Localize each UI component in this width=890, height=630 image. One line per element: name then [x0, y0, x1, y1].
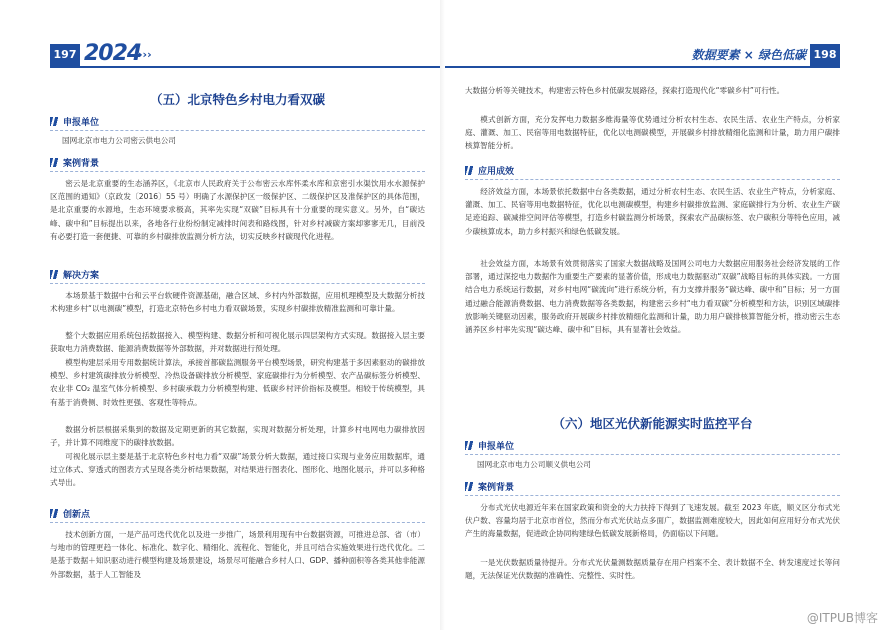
background-paragraph: 分布式光伏电源近年来在国家政策和资金的大力扶持下得到了飞速发展。截至 2023 年底，顺义区分布式光伏户数、容量均居于北京市首位，然而分布式光伏站点多面广，数据监测难度较大，因此如何应用好分布式光伏产生的海量数据，促进政企协同构建绿色低碳发展新格局，仍面临以下问题。: [465, 503, 840, 539]
applicant-text: 国网北京市电力公司顺义供电公司: [477, 460, 591, 469]
subheading-label: 案例背景: [478, 483, 515, 493]
solution-paragraph: 整个大数据应用系统包括数据接入、模型构建、数据分析和可视化展示四层架构方式实现。数据接入层主要获取电力消费数据、能源消费数据等外部数据，并对数据进行预处理。: [50, 331, 425, 354]
year-logo: 2024: [84, 41, 142, 66]
solution-paragraph: 模型构建层采用专用数据统计算法，承接首都碳监测服务平台模型场景，研究构建基于多因素驱动的碳排放模型、乡村建筑碳排放分析模型、冷热设备碳排放分析模型、家庭碳排行为分析模型、农产品碳标签分析模型、农业非 CO₂ 温室气体分析模型、乡村碳承载力分析模型构建、低碳乡村评价指标及模型。相较于传统模型，具有基于消费侧、时效性更强、客观性等特点。: [50, 358, 425, 407]
solution-paragraph: 数据分析层根据采集到的数据及定期更新的其它数据，实现对数据分析处理，计算乡村电网电力碳排放因子，并计算不同维度下的碳排放数据。: [50, 425, 425, 448]
header-rule: [50, 66, 445, 68]
dashed-divider: [465, 179, 840, 180]
series-title: 数据要素 × 绿色低碳: [691, 48, 806, 62]
slash-icon: [465, 166, 473, 175]
subheading-label: 创新点: [63, 510, 91, 520]
mode-paragraph: 模式创新方面，充分发挥电力数据多维海量等优势通过分析农村生态、农民生活、农业生产特点，分析家庭、灌溉、加工、民宿等用电数据特征，优化以电测碳模型，开展碳乡村排放精细化监测和计量，助力用户碳排核算智能分析。: [465, 115, 840, 151]
section-title: （五）北京特色乡村电力看双碳: [149, 92, 325, 107]
dashed-divider: [50, 171, 425, 172]
header-rule: [445, 66, 840, 68]
subheading-label: 应用成效: [478, 167, 515, 177]
solution-paragraph: 本场景基于数据中台和云平台软硬件资源基础，融合区域、乡村内外部数据，应用机理模型及大数据分析技术构建乡村“以电测碳”模型，打造北京特色乡村电力看双碳场景，实现乡村碳排放精准监测和可靠计量。: [50, 291, 425, 314]
dashed-divider: [50, 283, 425, 284]
subheading-solution: [50, 269, 99, 283]
subheading-label: 申报单位: [478, 442, 515, 452]
subheading-label: 申报单位: [63, 118, 100, 128]
slash-icon: [50, 117, 58, 126]
subheading-label: 案例背景: [63, 159, 100, 169]
right-page: [445, 0, 890, 630]
page-number: 198: [810, 44, 840, 66]
background-paragraph: 一是光伏数据质量待提升。分布式光伏量测数据质量存在用户档案不全、表计数据不全、转发速度过长等问题，无法保证光伏数据的准确性、完整性、实时性。: [465, 558, 840, 581]
subheading-innovation: [50, 508, 90, 522]
subheading-applicant: [465, 440, 514, 454]
subheading-applicant: [50, 116, 99, 130]
slash-icon: [465, 441, 473, 450]
subheading-background: [50, 157, 99, 171]
subheading-background: [465, 481, 514, 495]
subheading-results: [465, 165, 514, 179]
slash-icon: [50, 158, 58, 167]
slash-icon: [465, 482, 473, 491]
dashed-divider: [465, 454, 840, 455]
slash-icon: [50, 270, 58, 279]
applicant-text: 国网北京市电力公司密云供电公司: [62, 136, 176, 145]
watermark: @ITPUB博客: [806, 611, 878, 625]
slash-icon: [50, 509, 58, 518]
economic-paragraph: 经济效益方面，本场景依托数据中台各类数据，通过分析农村生态、农民生活、农业生产特点，分析家庭、灌溉、加工、民宿等用电数据特征，优化以电测碳模型，构建乡村碳排放监测、家庭碳排行为分析、农业生产碳足迹追踪、碳减排空间评估等模型，打造乡村碳监测分析场景，探索农产品碳标签、农户碳积分等特色应用，减少碳核算成本，助力乡村振兴和绿色低碳发展。: [465, 187, 840, 236]
continued-paragraph: 大数据分析等关键技术，构建密云特色乡村低碳发展路径，探索打造现代化“零碳乡村”可行性。: [465, 86, 785, 95]
dashed-divider: [50, 130, 425, 131]
right-header: [445, 44, 840, 66]
subheading-label: 解决方案: [63, 271, 100, 281]
section-title: （六）地区光伏新能源实时监控平台: [552, 416, 753, 431]
dashed-divider: [50, 522, 425, 523]
social-paragraph: 社会效益方面，本场景有效贯彻落实了国家大数据战略及国网公司电力大数据应用服务社会经济发展的工作部署，通过深挖电力数据作为重要生产要素的显著价值，形成电力数据驱动“双碳”战略目标的具体实践。一方面结合电力系统运行数据，对乡村电网“碳流向”进行系统分析，有力支撑并服务“碳达峰、碳中和”目标；另一方面通过融合能源消费数据、电力消费数据等各类数据，构建密云乡村“电力看双碳”分析模型和方法，识别区域碳排放影响关键驱动因素，服务政府开展碳乡村排放精细化监测和计量，助力用户碳排核算智能分析，推动密云生态涵养区乡村率先实现“碳达峰、碳中和”目标，具有显著社会效益。: [465, 259, 840, 335]
chevron-icon: ›››: [138, 48, 152, 61]
innovation-paragraph: 技术创新方面，一是产品可迭代优化以及进一步推广，场景利用现有中台数据资源，可推进总部、省（市）与地市的管理更趋一体化、标准化、数字化、精细化、流程化、智能化，并且可结合实施效果进行迭代优化。二是基于数据＋知识驱动进行模型构建及场景建设，场景尽可能融合乡村人口、GDP、播种面积等各类其他非能源外部数据，基于人工智能及: [50, 530, 425, 579]
background-paragraph: 密云是北京重要的生态涵养区，《北京市人民政府关于公布密云水库怀柔水库和京密引水渠饮用水水源保护区范围的通知》（京政发〔2016〕55 号）明确了水源保护区一级保护区、二级保护区及准保护区的具体范围，是北京重要的水源地，生态环境要求极高，其率先实现“双碳”目标具有十分重要的现实意义。另外，自“碳达峰、碳中和”目标提出以来，各地各行业纷纷制定减排时间表和路线图，针对乡村减碳方案却寥寥无几，目前没有必要打造一套便捷、可靠的乡村碳排放监测分析方法，切实反映乡村碳现代化进程。: [50, 179, 425, 241]
left-header: [50, 41, 445, 66]
solution-paragraph: 可视化展示层主要是基于北京特色乡村电力看“双碳”场景分析大数据，通过接口实现与业务应用数据库，通过立体式、穿透式的图表方式呈现各类分析结果数据，对结果进行图表化、图形化、地图化展示，并可以多种格式导出。: [50, 452, 425, 488]
dashed-divider: [465, 495, 840, 496]
page-number: 197: [50, 44, 80, 66]
